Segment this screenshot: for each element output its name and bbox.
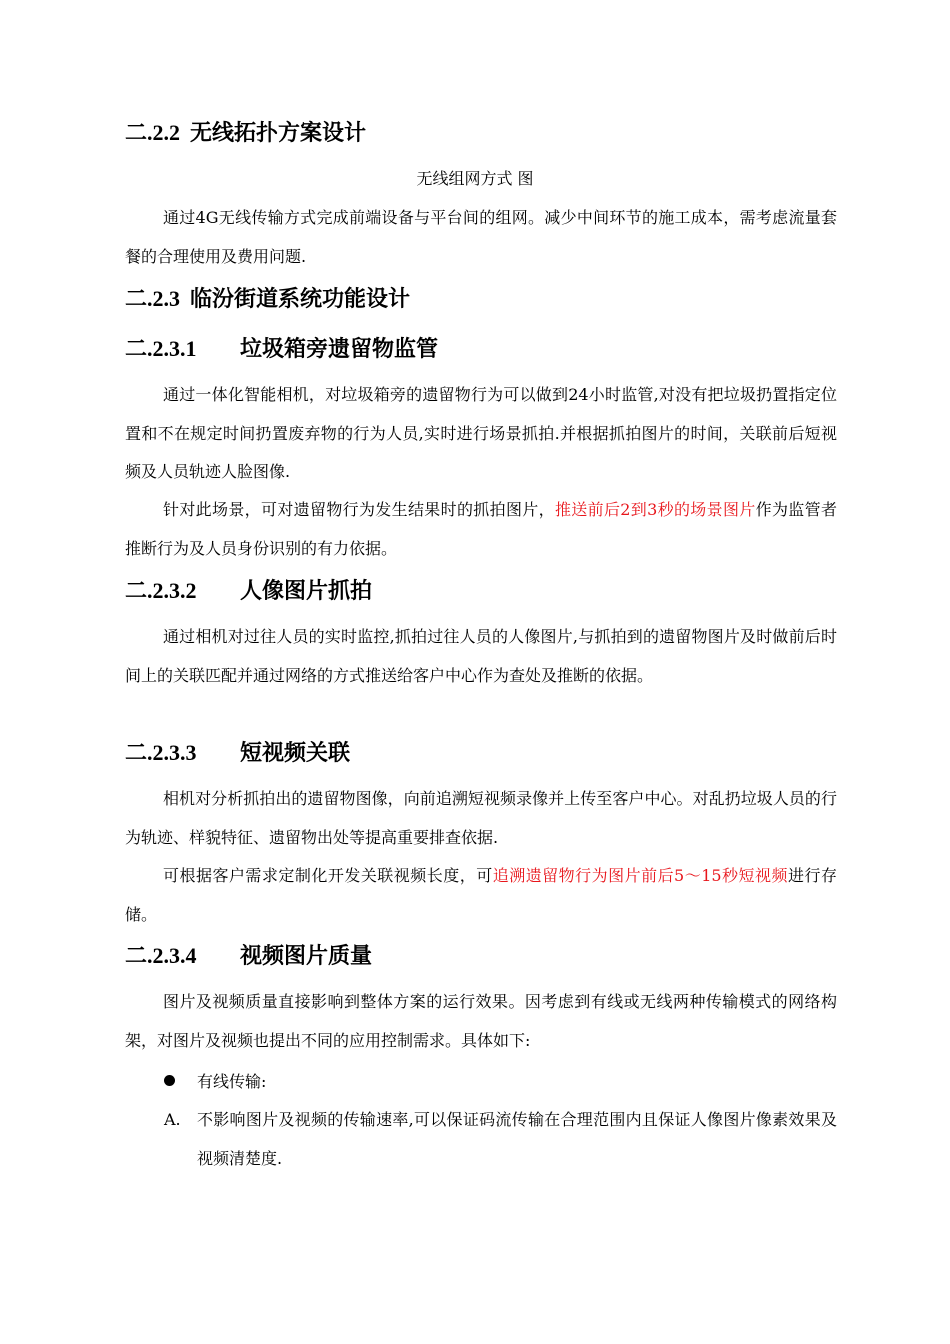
paragraph-short-video: 相机对分析抓拍出的遗留物图像，向前追溯短视频录像并上传至客户中心。对乱扔垃圾人员的行为轨迹、样貌特征、遗留物出处等提高重要排查依据.: [125, 789, 837, 847]
paragraph-quality: 图片及视频质量直接影响到整体方案的运行效果。因考虑到有线或无线两种传输模式的网络构架，对图片及视频也提出不同的应用控制需求。具体如下:: [125, 992, 837, 1050]
list-item-text: 不影响图片及视频的传输速率,可以保证码流传输在合理范围内且保证人像图片像素效果及视频清楚度.: [197, 1110, 837, 1168]
paragraph-wireless: 通过4G无线传输方式完成前端设备与平台间的组网。减少中间环节的施工成本，需考虑流量套餐的合理使用及费用问题.: [125, 208, 837, 266]
heading-2-2-3-2: [125, 576, 372, 606]
heading-number: 二.2.3.4: [125, 943, 197, 968]
list-item-a: [164, 1101, 837, 1178]
heading-number: 二.2.3.2: [125, 578, 197, 603]
text-normal: 作为监管者推断行为及人员身份识别的有力依据。: [125, 500, 837, 558]
paragraph-portrait-capture: 通过相机对过往人员的实时监控,抓拍过往人员的人像图片,与抓拍到的遗留物图片及时做前后时间上的关联匹配并通过网络的方式推送给客户中心作为查处及推断的依据。: [125, 627, 837, 685]
heading-2-2-2: [125, 118, 366, 148]
heading-title: 人像图片抓拍: [240, 578, 373, 604]
paragraph-garbage-monitoring: 通过一体化智能相机，对垃圾箱旁的遗留物行为可以做到24小时监管,对没有把垃圾扔置指定位置和不在规定时间扔置废弃物的行为人员,实时进行场景抓拍.并根据抓拍图片的时间，关联前后短视频及人员轨迹人脸图像.: [125, 385, 837, 481]
text-emphasis: 追溯遗留物行为图片前后5～15秒短视频: [492, 866, 788, 885]
heading-number: 二.2.3: [125, 286, 181, 311]
heading-title: 垃圾箱旁遗留物监管: [240, 336, 439, 362]
bullet-text: 有线传输:: [197, 1072, 267, 1091]
heading-number: 二.2.2: [125, 120, 181, 145]
heading-title: 无线拓扑方案设计: [190, 120, 367, 146]
heading-title: 短视频关联: [240, 740, 351, 766]
text-normal: 针对此场景，可对遗留物行为发生结果时的抓拍图片，: [163, 500, 555, 519]
bullet-item-wired: [164, 1063, 266, 1101]
bullet-dot-icon: [164, 1075, 175, 1086]
heading-number: 二.2.3.1: [125, 336, 197, 361]
text-emphasis: 推送前后2到3秒的场景图片: [554, 500, 756, 519]
paragraph-video-length: [125, 857, 837, 934]
heading-2-2-3-4: [125, 941, 372, 971]
text-normal: 进行存储。: [125, 866, 837, 924]
text-normal: 可根据客户需求定制化开发关联视频长度，可: [163, 866, 493, 885]
figure-caption: 无线组网方式 图: [416, 169, 534, 188]
heading-number: 二.2.3.3: [125, 740, 197, 765]
heading-title: 临汾街道系统功能设计: [190, 286, 411, 312]
heading-title: 视频图片质量: [240, 943, 373, 969]
heading-2-2-3: [125, 284, 410, 314]
list-marker: A.: [164, 1110, 181, 1129]
heading-2-2-3-1: [125, 334, 438, 364]
heading-2-2-3-3: [125, 738, 350, 768]
paragraph-push-images: [125, 491, 837, 568]
